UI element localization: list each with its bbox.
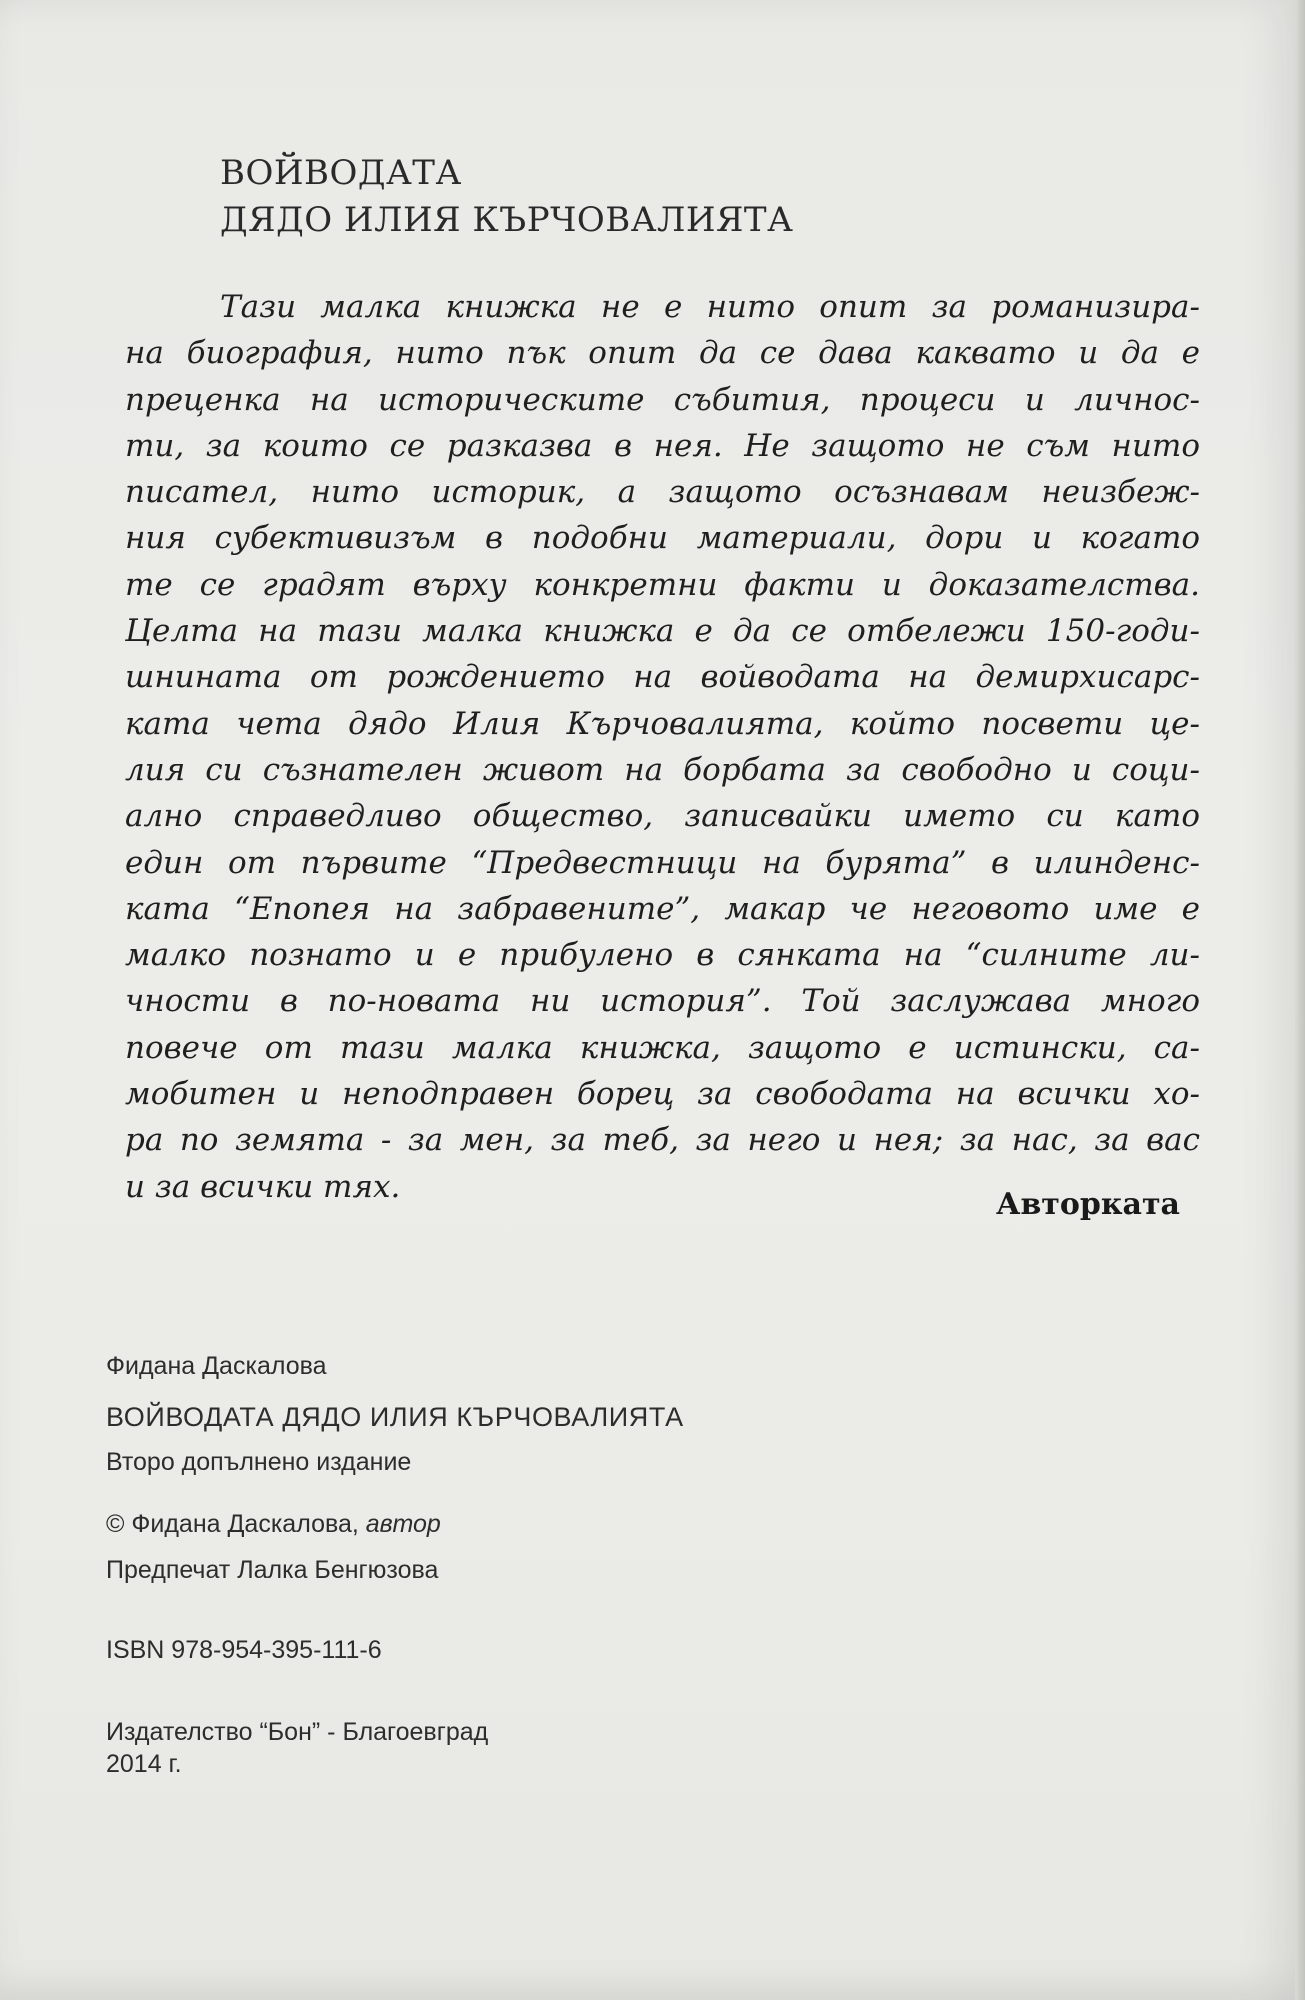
author-signature: Авторката (996, 1187, 1180, 1222)
imprint-edition: Второ допълнено издание (106, 1448, 412, 1476)
text-line: мобитен и неподправен борец за свободата на всички хо- (125, 1076, 1200, 1113)
text-line: Целта на тази малка книжка е да се отбележи 150-годи- (125, 613, 1200, 650)
text-line: ра по земята - за мен, за теб, за него и нея; за нас, за вас (125, 1122, 1200, 1159)
text-line: ката “Епопея на забравените”, макар че неговото име е (125, 890, 1200, 927)
imprint-copyright (106, 1510, 441, 1539)
text-line: един от първите “Предвестници на бурята” в илинденс- (125, 844, 1200, 881)
page-edge-shadow (1295, 0, 1305, 2000)
text-line: ално справедливо общество, записвайки името си като (125, 798, 1200, 835)
text-line: чности в по-новата ни история”. Той заслужава много (125, 983, 1200, 1020)
text-line: ти, за които се разказва в нея. Не защото не съм нито (125, 427, 1200, 464)
text-line: на биография, нито пък опит да се дава каквато и да е (125, 335, 1200, 372)
text-line: ката чета дядо Илия Кърчовалията, който посвети це- (125, 705, 1200, 742)
text-line: Тази малка книжка не е нито опит за романизира- (220, 289, 1200, 325)
title-line-1: ВОЙВОДАТА (220, 153, 462, 193)
imprint-author: Фидана Даскалова (106, 1352, 327, 1380)
text-line: преценка на историческите събития, процеси и личнос- (125, 381, 1200, 418)
text-line: повече от тази малка книжка, защото е истински, са- (125, 1029, 1200, 1066)
imprint-year: 2014 г. (106, 1750, 182, 1778)
text-line: лия си съзнателен живот на борбата за свободно и соци- (125, 751, 1200, 788)
text-line: и за всички тях. (125, 1168, 401, 1205)
imprint-isbn: ISBN 978-954-395-111-6 (106, 1636, 382, 1664)
title-line-2: ДЯДО ИЛИЯ КЪРЧОВАЛИЯТА (220, 200, 794, 240)
foreword-paragraph (125, 284, 1200, 1210)
text-line: ния субективизъм в подобни материали, дори и когато (125, 520, 1200, 557)
imprint-book-title: ВОЙВОДАТА ДЯДО ИЛИЯ КЪРЧОВАЛИЯТА (106, 1402, 684, 1432)
text-line: писател, нито историк, а защото осъзнавам неизбеж- (125, 474, 1200, 511)
page-title (220, 150, 793, 244)
imprint-prepress: Предпечат Лалка Бенгюзова (106, 1556, 439, 1584)
imprint-publisher: Издателство “Бон” - Благоевград (106, 1718, 489, 1746)
copyright-role: автор (365, 1510, 441, 1538)
copyright-holder: © Фидана Даскалова, (106, 1510, 366, 1538)
text-line: малко познато и е прибулено в сянката на “силните ли- (125, 937, 1200, 974)
text-line: те се градят върху конкретни факти и доказателства. (125, 566, 1200, 603)
text-line: шнината от рождението на войводата на демирхисарс- (125, 659, 1200, 696)
